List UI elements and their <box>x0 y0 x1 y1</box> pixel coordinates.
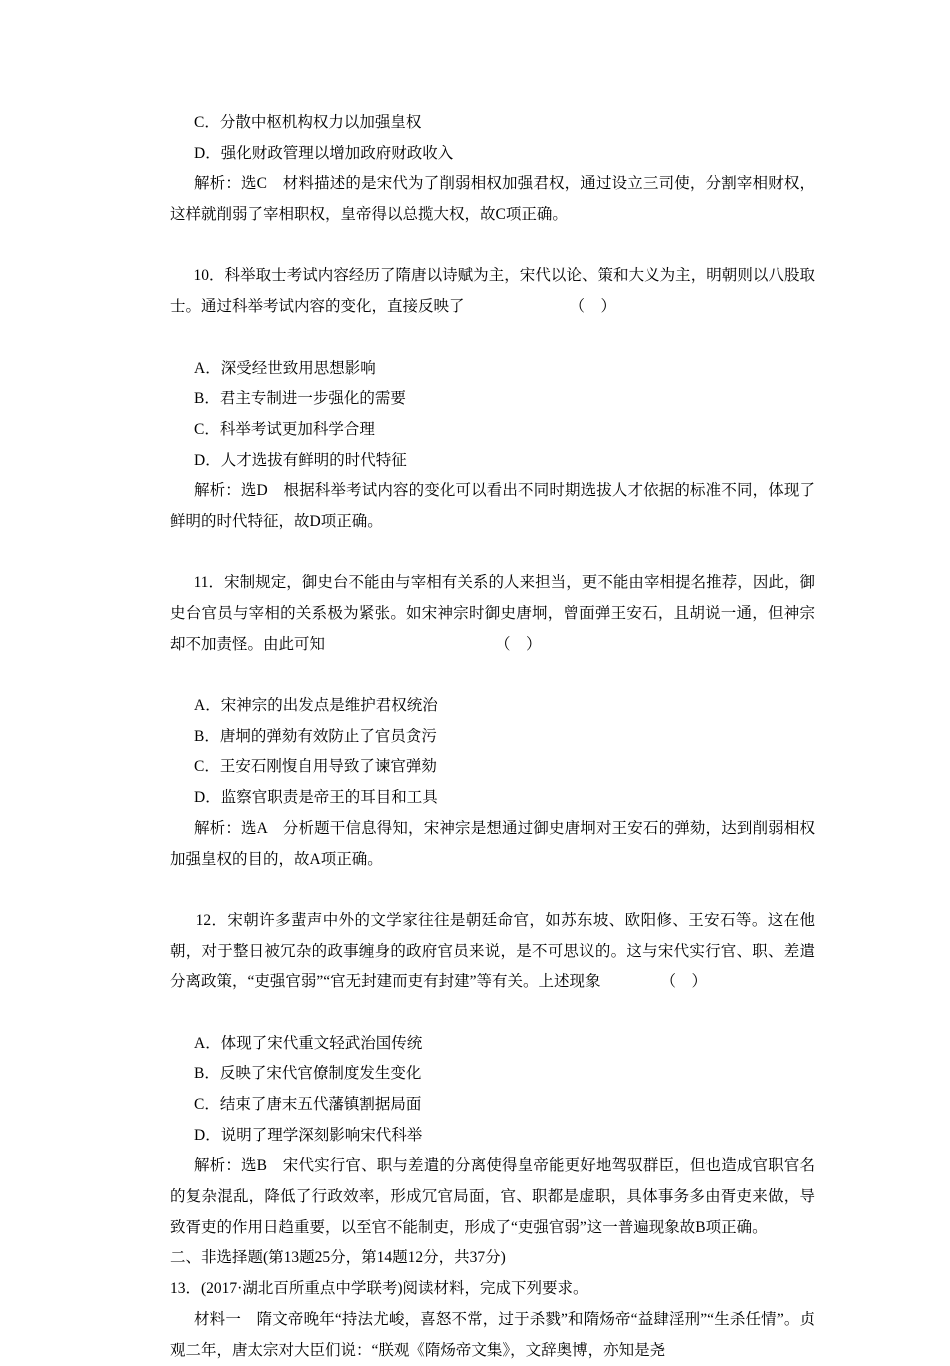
option-item: D．监察官职责是帝王的耳目和工具 <box>194 789 438 807</box>
option-item: C．分散中枢机构权力以加强皇权 <box>194 114 422 131</box>
question-text: 10．科举取士考试内容经历了隋唐以诗赋为主，宋代以论、策和大义为主，明朝则以八股取士。通过科举考试内容的变化，直接反映了 <box>170 267 815 316</box>
option-item: C．结束了唐末五代藩镇割据局面 <box>194 1096 422 1113</box>
question-item: 13．(2017·湖北百所重点中学联考)阅读材料，完成下列要求。 <box>170 1280 589 1298</box>
material-paragraph: 材料一 隋文帝晚年“持法尤峻，喜怒不常，过于杀戮”和隋炀帝“益肆淫刑”“生杀任情”。贞观二年，唐太宗对大臣们说：“朕观《隋炀帝文集》，文辞奥博，亦知是尧 <box>170 1310 815 1359</box>
answer-paren: （ ） <box>660 973 708 991</box>
document-body <box>170 108 815 1366</box>
option-item: B．君主专制进一步强化的需要 <box>194 390 406 408</box>
option-item: C．王安石刚愎自用导致了谏官弹劾 <box>194 758 437 776</box>
option-item: A．体现了宋代重文轻武治国传统 <box>194 1034 423 1052</box>
answer-paren: （ ） <box>569 298 617 316</box>
option-item: A．深受经世致用思想影响 <box>194 359 376 377</box>
question-item <box>170 875 815 1028</box>
answer-paren: （ ） <box>495 635 542 653</box>
analysis-paragraph: 解析：选C 材料描述的是宋代为了削弱相权加强君权，通过设立三司使，分割宰相财权，这样就削弱了宰相职权，皇帝得以总揽大权，故C项正确。 <box>170 175 815 224</box>
question-item <box>170 231 815 354</box>
option-item: B．反映了宋代官僚制度发生变化 <box>194 1065 422 1083</box>
question-text: 11．宋制规定，御史台不能由与宰相有关系的人来担当，更不能由宰相提名推荐，因此，御史台官员与宰相的关系极为紧张。如宋神宗时御史唐坰，曾面弹王安石，且胡说一通，但神宗却不加责怪。由此可知 <box>170 574 815 653</box>
option-item: C．科举考试更加科学合理 <box>194 420 375 438</box>
analysis-paragraph: 解析：选B 宋代实行官、职与差遣的分离使得皇帝能更好地驾驭群臣，但也造成官职官名的复杂混乱，降低了行政效率，形成冗官局面，官、职都是虚职，具体事务多由胥吏来做，导致胥吏的作用日趋重要，以至官不能制吏，形成了“吏强官弱”这一普遍现象故B项正确。 <box>170 1157 815 1236</box>
section-heading: 二、非选择题(第13题25分，第14题12分，共37分) <box>170 1249 506 1267</box>
option-item: D．强化财政管理以增加政府财政收入 <box>194 144 454 162</box>
question-text: 12．宋朝许多蜚声中外的文学家往往是朝廷命官，如苏东坡、欧阳修、王安石等。这在他朝，对于整日被冗杂的政事缠身的政府官员来说，是不可思议的。这与宋代实行官、职、差遣分离政策，“吏强官弱”“官无封建而吏有封建”等有关。上述现象 <box>170 911 815 991</box>
option-item: D．说明了理学深刻影响宋代科举 <box>194 1126 423 1144</box>
option-item: A．宋神宗的出发点是维护君权统治 <box>194 697 438 715</box>
question-item <box>170 538 815 691</box>
option-item: B．唐坰的弹劾有效防止了官员贪污 <box>194 727 437 745</box>
analysis-paragraph: 解析：选A 分析题干信息得知，宋神宗是想通过御史唐坰对王安石的弹劾，达到削弱相权加强皇权的目的，故A项正确。 <box>170 819 815 868</box>
analysis-paragraph: 解析：选D 根据科举考试内容的变化可以看出不同时期选拔人才依据的标准不同，体现了鲜明的时代特征，故D项正确。 <box>170 482 815 530</box>
option-item: D．人才选拔有鲜明的时代特征 <box>194 451 407 469</box>
